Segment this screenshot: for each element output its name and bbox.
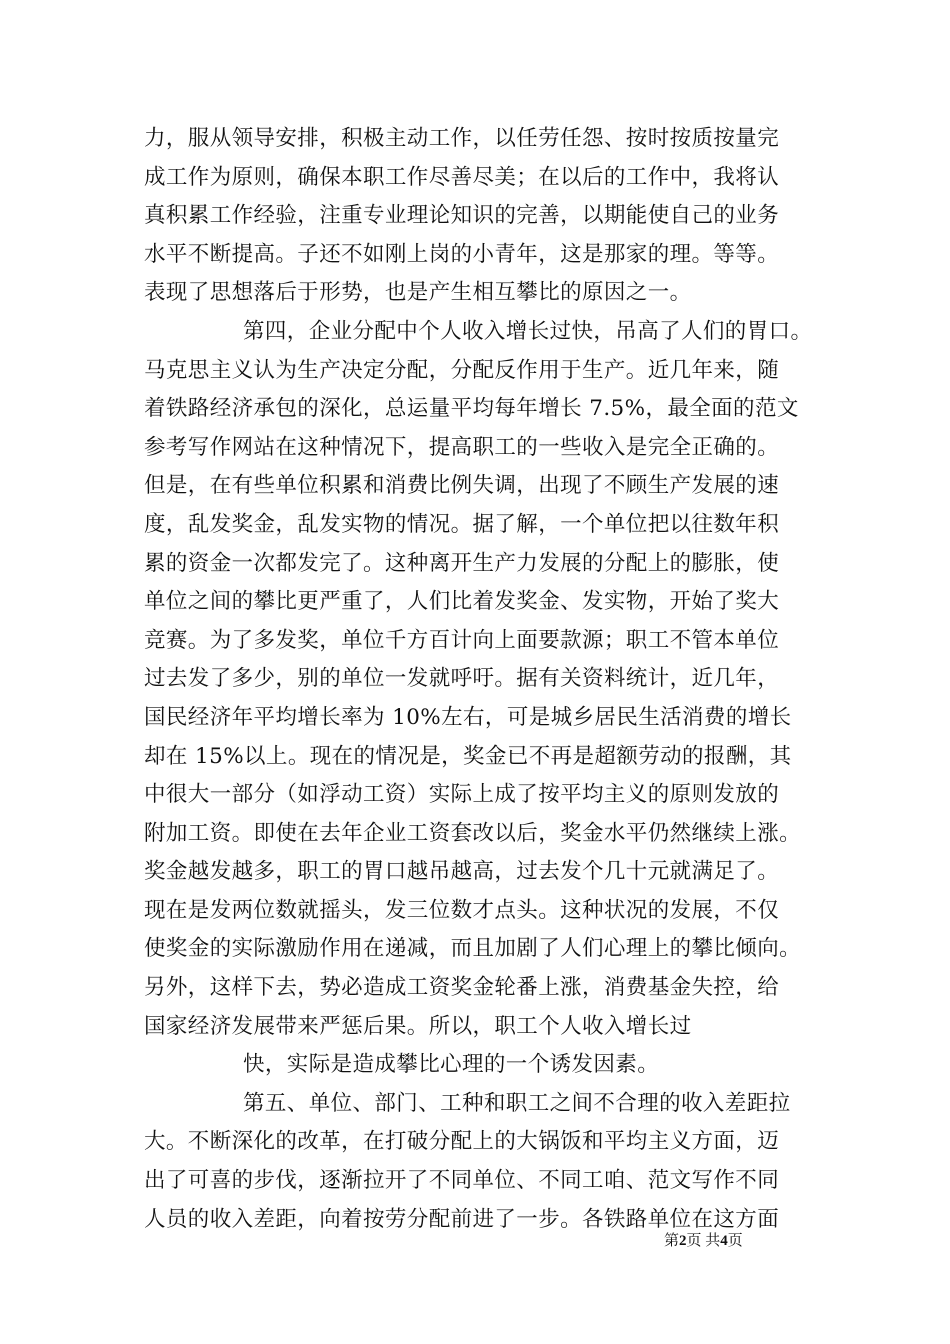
- text-line: 附加工资。即使在去年企业工资套改以后，奖金水平仍然继续上涨。: [144, 820, 802, 846]
- text-line: 单位之间的攀比更严重了，人们比着发奖金、发实物，开始了奖大: [144, 589, 780, 615]
- paragraph-start-line: 第五、单位、部门、工种和职工之间不合理的收入差距拉: [243, 1090, 791, 1116]
- total-pages: 4: [720, 1233, 728, 1249]
- text-line: 却在 15%以上。现在的情况是，奖金已不再是超额劳动的报酬，其: [144, 743, 792, 769]
- text-line: 竞赛。为了多发奖，单位千方百计向上面要款源；职工不管本单位: [144, 627, 780, 653]
- text-line: 另外，这样下去，势必造成工资奖金轮番上涨，消费基金失控，给: [144, 975, 780, 1001]
- text-line: 大。不断深化的改革，在打破分配上的大锅饭和平均主义方面，迈: [144, 1129, 780, 1155]
- text-line: 真积累工作经验，注重专业理论知识的完善，以期能使自己的业务: [144, 203, 780, 229]
- text-line: 但是，在有些单位积累和消费比例失调，出现了不顾生产发展的速: [144, 473, 780, 499]
- text-line: 累的资金一次都发完了。这种离开生产力发展的分配上的膨胀，使: [144, 550, 780, 576]
- footer-prefix: 第: [664, 1233, 680, 1249]
- text-line: 力，服从领导安排，积极主动工作，以任劳任怨、按时按质按量完: [144, 126, 780, 151]
- text-line: 使奖金的实际激励作用在递减，而且加剧了人们心理上的攀比倾向。: [144, 936, 802, 962]
- text-line: 出了可喜的步伐，逐渐拉开了不同单位、不同工咱、范文写作不同: [144, 1168, 780, 1194]
- text-line: 国家经济发展带来严惩后果。所以，职工个人收入增长过: [144, 1013, 692, 1039]
- footer-suffix: 页: [727, 1233, 743, 1249]
- text-line: 水平不断提高。子还不如刚上岗的小青年，这是那家的理。等等。: [144, 241, 780, 267]
- text-line: 马克思主义认为生产决定分配，分配反作用于生产。近几年来，随: [144, 357, 780, 383]
- footer-middle: 页 共: [686, 1233, 721, 1249]
- text-line: 参考写作网站在这种情况下，提高职工的一些收入是完全正确的。: [144, 434, 780, 460]
- paragraph-start-line: 第四，企业分配中个人收入增长过快，吊高了人们的胃口。: [243, 318, 813, 344]
- text-line: 过去发了多少，别的单位一发就呼吁。据有关资料统计，近几年，: [144, 666, 780, 692]
- text-line: 奖金越发越多，职工的胃口越吊越高，过去发个几十元就满足了。: [144, 859, 780, 885]
- text-line: 表现了思想落后于形势，也是产生相互攀比的原因之一。: [144, 280, 692, 306]
- page-footer: [664, 1231, 743, 1251]
- text-line: 现在是发两位数就摇头，发三位数才点头。这种状况的发展，不仅: [144, 897, 780, 923]
- page-number: 2: [679, 1233, 687, 1249]
- paragraph-start-line: 快，实际是造成攀比心理的一个诱发因素。: [243, 1052, 660, 1078]
- document-body: [144, 120, 814, 1239]
- text-line: 成工作为原则，确保本职工作尽善尽美；在以后的工作中，我将认: [144, 164, 780, 190]
- text-line: 度，乱发奖金，乱发实物的情况。据了解，一个单位把以往数年积: [144, 511, 780, 537]
- text-line: 国民经济年平均增长率为 10%左右，可是城乡居民生活消费的增长: [144, 704, 792, 730]
- text-line: 人员的收入差距，向着按劳分配前进了一步。各铁路单位在这方面: [144, 1206, 780, 1232]
- text-line: 着铁路经济承包的深化，总运量平均每年增长 7.5%，最全面的范文: [144, 396, 799, 422]
- text-line: 中很大一部分（如浮动工资）实际上成了按平均主义的原则发放的: [144, 782, 780, 808]
